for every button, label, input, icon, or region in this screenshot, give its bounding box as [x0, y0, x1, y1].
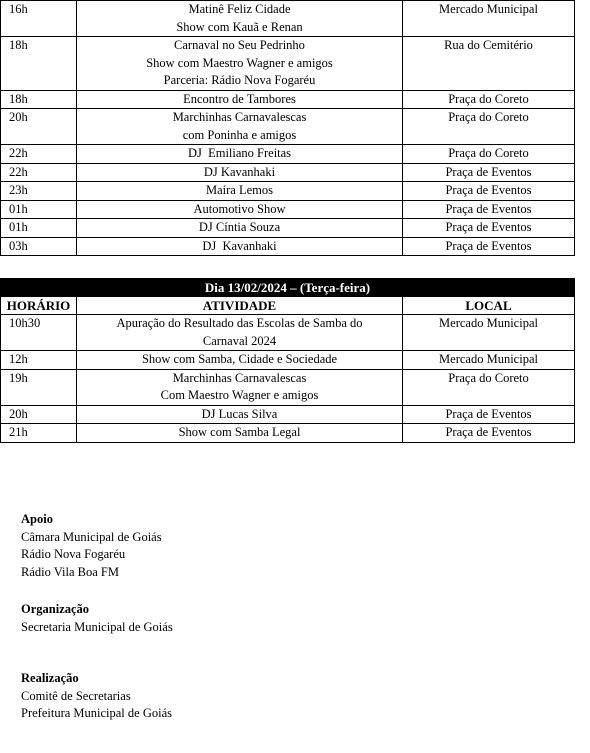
realization-line: Comitê de Secretarias — [21, 688, 131, 703]
activity-line: Com Maestro Wagner e amigos — [160, 388, 319, 402]
activity-line: Show com Kauã e Renan — [176, 19, 303, 34]
schedule-day-body — [1, 315, 575, 443]
activity-cell — [77, 219, 403, 238]
activity-line: Apuração do Resultado das Escolas de Samba do — [116, 316, 363, 330]
organization-line: Secretaria Municipal de Goiás — [21, 619, 173, 634]
table-row — [1, 237, 575, 256]
location-cell: Mercado Municipal — [403, 351, 575, 370]
location-cell: Praça de Eventos — [403, 200, 575, 219]
activity-cell — [77, 315, 403, 351]
activity-line: DJ Kavanhaki — [202, 238, 277, 253]
activity-line: DJ Emiliano Freitas — [187, 146, 292, 160]
realization-line: Prefeitura Municipal de Goiás — [21, 706, 172, 720]
time-cell: 20h — [1, 109, 77, 145]
activity-cell — [77, 145, 403, 164]
activity-line: Carnaval no Seu Pedrinho — [174, 38, 305, 52]
table-row — [1, 109, 575, 145]
location-cell: Praça de Eventos — [403, 182, 575, 201]
day-title-row — [1, 279, 575, 297]
activity-line: DJ Lucas Silva — [201, 406, 278, 421]
table-row — [1, 1, 575, 37]
header-time: HORÁRIO — [1, 297, 77, 315]
table-row — [1, 145, 575, 164]
realization-heading: Realização — [21, 671, 79, 685]
activity-cell — [77, 163, 403, 182]
activity-cell — [77, 182, 403, 201]
support-section — [21, 511, 173, 581]
activity-line: com Poninha e amigos — [182, 127, 297, 142]
time-cell: 01h — [1, 219, 77, 238]
location-cell: Praça do Coreto — [403, 90, 575, 109]
table-row — [1, 182, 575, 201]
time-cell: 18h — [1, 37, 77, 91]
activity-line: Maíra Lemos — [206, 183, 273, 197]
activity-line: Show com Maestro Wagner e amigos — [146, 55, 333, 70]
table-row — [1, 351, 575, 370]
location-cell: Praça de Eventos — [403, 237, 575, 256]
time-cell: 12h — [1, 351, 77, 370]
support-line: Câmara Municipal de Goiás — [21, 529, 162, 544]
table-row — [1, 37, 575, 91]
organization-heading: Organização — [21, 602, 90, 616]
activity-cell — [77, 369, 403, 405]
table-row — [1, 315, 575, 351]
time-cell: 01h — [1, 200, 77, 219]
time-cell: 10h30 — [1, 315, 77, 351]
realization-section — [21, 670, 173, 723]
activity-cell — [77, 37, 403, 91]
activity-line: DJ Cíntia Souza — [198, 220, 281, 234]
activity-line: Show com Samba, Cidade e Sociedade — [141, 352, 338, 366]
activity-cell — [77, 237, 403, 256]
location-cell: Mercado Municipal — [403, 315, 575, 351]
time-cell: 23h — [1, 182, 77, 201]
activity-cell — [77, 351, 403, 370]
activity-line: Parceria: Rádio Nova Fogaréu — [163, 73, 316, 87]
location-cell: Praça do Coreto — [403, 109, 575, 145]
schedule-table-top — [0, 0, 575, 256]
table-row — [1, 369, 575, 405]
activity-cell — [77, 200, 403, 219]
activity-cell — [77, 405, 403, 424]
support-heading: Apoio — [21, 512, 53, 526]
support-line: Rádio Vila Boa FM — [21, 564, 119, 579]
location-cell: Praça do Coreto — [403, 369, 575, 405]
activity-cell — [77, 424, 403, 443]
header-location: LOCAL — [403, 297, 575, 315]
table-row — [1, 219, 575, 238]
activity-line: Marchinhas Carnavalescas — [172, 370, 307, 385]
activity-cell — [77, 90, 403, 109]
location-cell: Praça de Eventos — [403, 405, 575, 424]
activity-line: Matinê Feliz Cidade — [188, 2, 291, 16]
schedule-table-day — [0, 278, 575, 443]
time-cell: 19h — [1, 369, 77, 405]
activity-line: Carnaval 2024 — [202, 333, 277, 348]
activity-line: Show com Samba Legal — [178, 425, 301, 439]
support-line: Rádio Nova Fogaréu — [21, 547, 126, 561]
time-cell: 16h — [1, 1, 77, 37]
time-cell: 21h — [1, 424, 77, 443]
time-cell: 20h — [1, 405, 77, 424]
schedule-top-body — [1, 1, 575, 256]
time-cell: 03h — [1, 237, 77, 256]
location-cell: Praça de Eventos — [403, 163, 575, 182]
table-row — [1, 90, 575, 109]
location-cell: Praça de Eventos — [403, 424, 575, 443]
table-row — [1, 200, 575, 219]
table-row — [1, 163, 575, 182]
activity-line: DJ Kavanhaki — [203, 164, 276, 179]
time-cell: 22h — [1, 145, 77, 164]
location-cell: Praça do Coreto — [403, 145, 575, 164]
footer — [21, 511, 173, 743]
header-activity: ATIVIDADE — [77, 297, 403, 315]
time-cell: 22h — [1, 163, 77, 182]
location-cell: Praça de Eventos — [403, 219, 575, 238]
table-row — [1, 405, 575, 424]
header-row — [1, 297, 575, 315]
activity-line: Encontro de Tambores — [183, 91, 296, 106]
time-cell: 18h — [1, 90, 77, 109]
activity-line: Marchinhas Carnavalescas — [172, 110, 307, 124]
table-row — [1, 424, 575, 443]
organization-section — [21, 601, 173, 636]
activity-cell — [77, 109, 403, 145]
location-cell: Mercado Municipal — [403, 1, 575, 37]
activity-cell — [77, 1, 403, 37]
activity-line: Automotivo Show — [193, 201, 286, 216]
day-title: Dia 13/02/2024 – (Terça-feira) — [1, 279, 575, 297]
location-cell: Rua do Cemitério — [403, 37, 575, 91]
